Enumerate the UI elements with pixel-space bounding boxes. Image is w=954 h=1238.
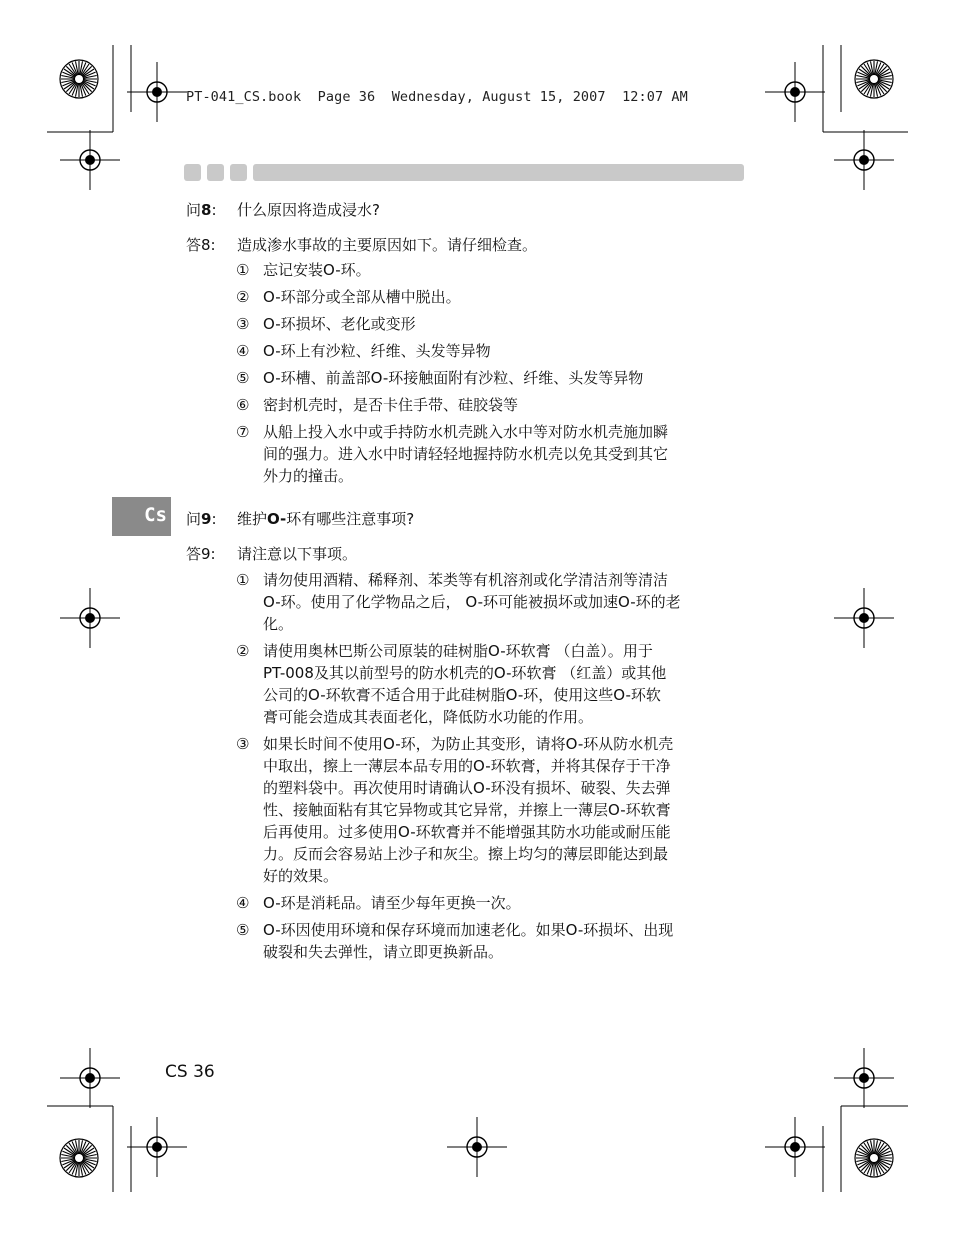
item-text-line: 忘记安装O-环。	[263, 261, 371, 279]
item-text-line: 请勿使用酒精、稀释剂、苯类等有机溶剂或化学清洁剂等清洁	[263, 571, 669, 589]
list-item	[236, 340, 668, 362]
item-text-line: O-环是消耗品。请至少每年更换一次。	[263, 894, 521, 912]
item-text-line: PT-008及其以前型号的防水机壳的O-环软膏 （红盖）或其他	[263, 664, 667, 682]
item-text-line: 外力的撞击。	[263, 467, 354, 485]
question-9-text: 维护O-环有哪些注意事项?	[237, 510, 415, 528]
list-item	[236, 367, 668, 389]
page-number: CS 36	[165, 1062, 215, 1082]
answer-8-list	[236, 259, 668, 492]
item-number: ④	[236, 894, 250, 912]
item-number: ①	[236, 571, 250, 589]
item-text-line: 的塑料袋中。再次使用时请确认O-环没有损坏、破裂、失去弹	[263, 779, 671, 797]
item-text-line: O-环上有沙粒、纤维、头发等异物	[263, 342, 491, 360]
item-number: ④	[236, 342, 250, 360]
list-item	[236, 640, 681, 728]
item-text-line: O-环部分或全部从槽中脱出。	[263, 288, 461, 306]
item-text-line: 化。	[263, 615, 294, 633]
item-text-line: 如果长时间不使用O-环，为防止其变形，请将O-环从防水机壳	[263, 735, 674, 753]
bar-square	[230, 164, 247, 181]
item-number: ③	[236, 735, 250, 753]
bar-square	[207, 164, 224, 181]
language-tab-label: Cs	[144, 504, 167, 526]
answer-9-list	[236, 569, 681, 968]
list-item	[236, 892, 681, 914]
answer-9-label: 答9:	[186, 545, 216, 563]
item-text-line: O-环因使用环境和保存环境而加速老化。如果O-环损坏、出现	[263, 921, 674, 939]
bar-square	[184, 164, 201, 181]
item-text-line: 性、接触面粘有其它异物或其它异常，并擦上一薄层O-环软膏	[263, 801, 671, 819]
item-text-line: 间的强力。进入水中时请轻轻地握持防水机壳以免其受到其它	[263, 445, 669, 463]
question-8-text: 什么原因将造成浸水?	[237, 201, 380, 219]
list-item	[236, 313, 668, 335]
answer-8	[186, 234, 537, 256]
item-number: ②	[236, 288, 250, 306]
item-number: ⑤	[236, 921, 250, 939]
item-text-line: 膏可能会造成其表面老化，降低防水功能的作用。	[263, 708, 594, 726]
list-item	[236, 394, 668, 416]
question-8-label: 问8:	[186, 201, 217, 219]
item-text-line: 后再使用。过多使用O-环软膏并不能增强其防水功能或耐压能	[263, 823, 671, 841]
answer-9-text: 请注意以下事项。	[237, 545, 358, 563]
list-item	[236, 421, 668, 487]
answer-9	[186, 543, 357, 565]
language-tab	[112, 497, 171, 536]
item-number: ①	[236, 261, 250, 279]
item-text-line: 力。反而会容易站上沙子和灰尘。擦上均匀的薄层即能达到最	[263, 845, 669, 863]
answer-8-text: 造成渗水事故的主要原因如下。请仔细检查。	[237, 236, 538, 254]
item-text-line: 请使用奥林巴斯公司原装的硅树脂O-环软膏 （白盖）。用于	[263, 642, 653, 660]
question-9	[186, 508, 414, 530]
answer-8-label: 答8:	[186, 236, 216, 254]
item-text-line: 中取出，擦上一薄层本品专用的O-环软膏，并将其保存于干净	[263, 757, 671, 775]
bar-strip	[253, 164, 744, 181]
list-item	[236, 919, 681, 963]
list-item	[236, 259, 668, 281]
item-number: ⑦	[236, 423, 250, 441]
item-text-line: O-环槽、前盖部O-环接触面附有沙粒、纤维、头发等异物	[263, 369, 644, 387]
question-8	[186, 199, 380, 221]
item-text-line: 破裂和失去弹性，请立即更换新品。	[263, 943, 504, 961]
item-number: ⑤	[236, 369, 250, 387]
item-text-line: O-环损坏、老化或变形	[263, 315, 416, 333]
book-file-header: PT-041_CS.book Page 36 Wednesday, August 15, 2007 12:07 AM	[186, 89, 688, 105]
item-text-line: 公司的O-环软膏不适合用于此硅树脂O-环，使用这些O-环软	[263, 686, 661, 704]
list-item	[236, 733, 681, 887]
item-text-line: 密封机壳时，是否卡住手带、硅胶袋等	[263, 396, 519, 414]
item-number: ③	[236, 315, 250, 333]
item-text-line: 从船上投入水中或手持防水机壳跳入水中等对防水机壳施加瞬	[263, 423, 669, 441]
item-number: ⑥	[236, 396, 250, 414]
item-text-line: O-环。使用了化学物品之后， O-环可能被损坏或加速O-环的老	[263, 593, 681, 611]
item-number: ②	[236, 642, 250, 660]
item-text-line: 好的效果。	[263, 867, 339, 885]
list-item	[236, 569, 681, 635]
list-item	[236, 286, 668, 308]
question-9-label: 问9:	[186, 510, 217, 528]
